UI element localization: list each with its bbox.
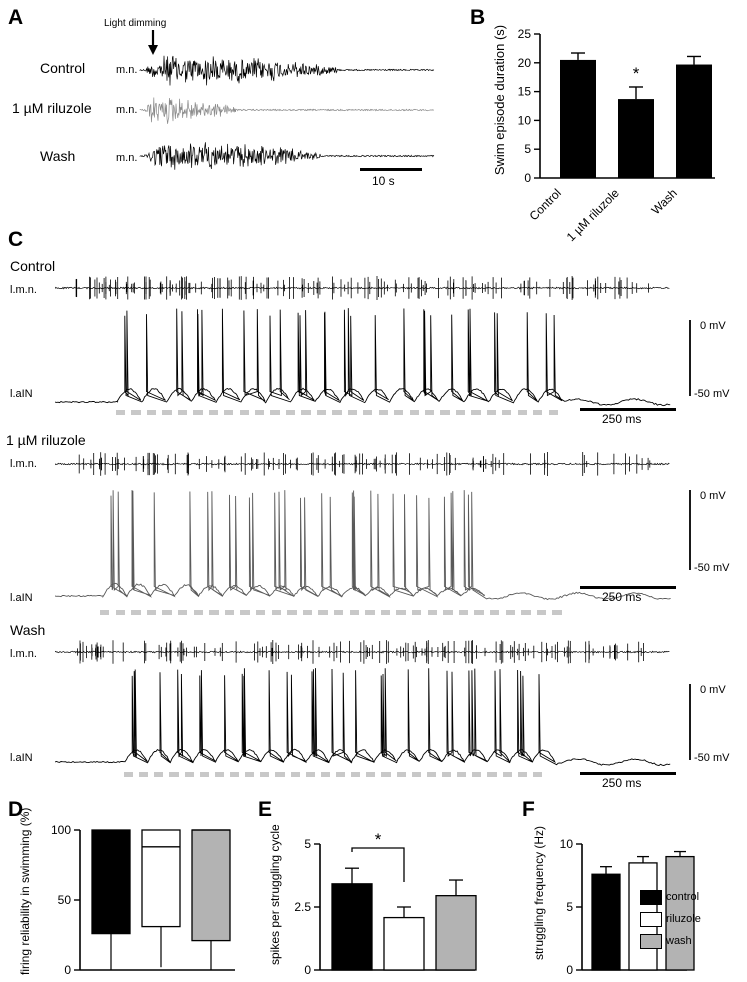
dash-marker: [169, 772, 178, 777]
panel-c-vtop-control: 0 mV: [700, 320, 726, 332]
dash-marker: [147, 410, 156, 415]
dash-marker: [287, 610, 296, 615]
svg-text:0: 0: [64, 963, 71, 977]
dash-marker: [260, 772, 269, 777]
dash-marker: [440, 410, 449, 415]
dash-marker: [317, 410, 326, 415]
dash-marker: [459, 610, 468, 615]
dash-marker: [410, 410, 419, 415]
dash-marker: [487, 410, 496, 415]
svg-text:10: 10: [559, 837, 573, 851]
dash-marker: [162, 610, 171, 615]
panel-c-vbottom-riluzole: -50 mV: [694, 562, 730, 574]
panel-letter-b: B: [470, 6, 486, 29]
dash-marker: [412, 610, 421, 615]
panel-letter-f: F: [522, 798, 535, 821]
dash-marker: [154, 772, 163, 777]
panel-c-traces-wash: [55, 636, 680, 781]
svg-text:*: *: [632, 63, 640, 83]
dash-marker: [457, 772, 466, 777]
dash-marker: [116, 610, 125, 615]
svg-text:5: 5: [524, 142, 531, 157]
panel-b-category-1: 1 µM riluzole: [563, 186, 622, 245]
dash-marker: [366, 772, 375, 777]
panel-a-scalebar: [360, 168, 422, 171]
dash-marker: [230, 772, 239, 777]
panel-c-vbottom-wash: -50 mV: [694, 752, 730, 764]
dash-marker: [321, 772, 330, 777]
dash-marker: [425, 410, 434, 415]
dash-marker: [350, 610, 359, 615]
dash-marker: [306, 772, 315, 777]
dash-marker: [336, 772, 345, 777]
svg-text:5: 5: [566, 900, 573, 914]
legend-swatch-wash: [640, 934, 662, 949]
dash-marker: [537, 610, 546, 615]
panel-c-dash-markers-control: [116, 410, 564, 415]
panel-letter-c: C: [8, 228, 24, 251]
panel-c-mn-label-riluzole: l.m.n.: [10, 458, 37, 470]
svg-text:0: 0: [524, 171, 531, 185]
svg-text:0: 0: [304, 963, 311, 977]
dash-marker: [286, 410, 295, 415]
dash-marker: [209, 410, 218, 415]
panel-c-scalebar-wash: [580, 772, 676, 775]
dash-marker: [256, 610, 265, 615]
dash-marker: [348, 410, 357, 415]
panel-d-ylabel: firing reliability in swimming (%): [18, 807, 32, 975]
dash-marker: [178, 610, 187, 615]
panel-b-chart: [500, 28, 735, 188]
panel-a-trace-label-riluzole: 1 µM riluzole: [12, 100, 92, 116]
svg-text:5: 5: [304, 837, 311, 851]
legend-swatch-riluzole: [640, 912, 662, 927]
dash-marker: [245, 772, 254, 777]
dash-marker: [270, 410, 279, 415]
dash-marker: [162, 410, 171, 415]
dash-marker: [291, 772, 300, 777]
panel-b-category-0: Control: [526, 186, 564, 224]
dash-marker: [200, 772, 209, 777]
dash-marker: [379, 410, 388, 415]
panel-c-vtop-riluzole: 0 mV: [700, 490, 726, 502]
panel-c-dash-markers-wash: [124, 772, 548, 777]
panel-letter-e: E: [258, 798, 273, 821]
dash-marker: [533, 410, 542, 415]
panel-c-vbottom-control: -50 mV: [694, 388, 730, 400]
dash-marker: [427, 772, 436, 777]
dash-marker: [442, 772, 451, 777]
dash-marker: [381, 772, 390, 777]
dash-marker: [518, 410, 527, 415]
dash-marker: [365, 610, 374, 615]
dash-marker: [503, 772, 512, 777]
dash-marker: [240, 410, 249, 415]
dash-marker: [275, 772, 284, 777]
dash-marker: [394, 410, 403, 415]
svg-text:2.5: 2.5: [294, 900, 311, 914]
panel-c-traces-control: [55, 272, 680, 417]
dash-marker: [396, 610, 405, 615]
dash-marker: [332, 410, 341, 415]
panel-a-annotation: Light dimming: [104, 18, 167, 29]
dash-marker: [272, 610, 281, 615]
panel-b-ylabel: Swim episode duration (s): [492, 24, 507, 176]
svg-text:10: 10: [517, 113, 531, 128]
panel-c-in-label-wash: l.aIN: [10, 752, 33, 764]
dash-marker: [334, 610, 343, 615]
dash-marker: [397, 772, 406, 777]
panel-a-trace-label-control: Control: [40, 60, 86, 76]
dash-marker: [549, 410, 558, 415]
dash-marker: [185, 772, 194, 777]
dash-marker: [428, 610, 437, 615]
dash-marker: [518, 772, 527, 777]
panel-c-scale-label-riluzole: 250 ms: [602, 590, 642, 604]
legend-swatch-control: [640, 890, 662, 905]
panel-c-scalebar-riluzole: [580, 586, 676, 589]
legend-label-control: control: [666, 891, 700, 903]
dash-marker: [147, 610, 156, 615]
panel-c-mn-label-wash: l.m.n.: [10, 648, 37, 660]
panel-c-condition-wash: Wash: [10, 622, 46, 638]
dash-marker: [240, 610, 249, 615]
legend-label-riluzole: riluzole: [666, 913, 701, 925]
dash-marker: [456, 410, 465, 415]
dash-marker: [178, 410, 187, 415]
dash-marker: [193, 410, 202, 415]
svg-text:15: 15: [517, 84, 531, 99]
dash-marker: [209, 610, 218, 615]
panel-c-voltage-scale-control: [686, 318, 700, 398]
dash-marker: [490, 610, 499, 615]
dash-marker: [131, 610, 140, 615]
panel-d-chart: [40, 822, 245, 982]
svg-text:50: 50: [57, 893, 71, 907]
panel-letter-a: A: [8, 6, 24, 29]
dash-marker: [255, 410, 264, 415]
svg-text:0: 0: [566, 963, 573, 977]
panel-c-in-label-control: l.aIN: [10, 388, 33, 400]
dash-marker: [443, 610, 452, 615]
dash-marker: [194, 610, 203, 615]
dash-marker: [412, 772, 421, 777]
panel-c-dash-markers-riluzole: [100, 610, 568, 615]
dash-marker: [472, 772, 481, 777]
dash-marker: [318, 610, 327, 615]
dash-marker: [521, 610, 530, 615]
svg-text:100: 100: [50, 823, 71, 837]
panel-c-scalebar-control: [580, 408, 676, 411]
dash-marker: [502, 410, 511, 415]
dash-marker: [506, 610, 515, 615]
panel-a-trace-sub-control: m.n.: [116, 64, 138, 76]
panel-e-chart: [290, 822, 490, 982]
panel-c-mn-label-control: l.m.n.: [10, 284, 37, 296]
dash-marker: [100, 610, 109, 615]
panel-a-trace-sub-riluzole: m.n.: [116, 104, 138, 116]
panel-c-in-label-riluzole: l.aIN: [10, 592, 33, 604]
dash-marker: [225, 610, 234, 615]
legend-label-wash: wash: [666, 935, 692, 947]
dash-marker: [224, 410, 233, 415]
dash-marker: [124, 772, 133, 777]
dash-marker: [131, 410, 140, 415]
dash-marker: [215, 772, 224, 777]
panel-c-voltage-scale-riluzole: [686, 488, 700, 572]
panel-a-scale-label: 10 s: [372, 174, 395, 188]
svg-text:25: 25: [517, 28, 531, 41]
dash-marker: [301, 410, 310, 415]
dash-marker: [471, 410, 480, 415]
panel-b-category-2: Wash: [648, 186, 680, 218]
dash-marker: [303, 610, 312, 615]
panel-a-trace-label-wash: Wash: [40, 148, 76, 164]
panel-c-vtop-wash: 0 mV: [700, 684, 726, 696]
dash-marker: [351, 772, 360, 777]
panel-a-traces: [138, 48, 438, 188]
dash-marker: [363, 410, 372, 415]
panel-c-condition-riluzole: 1 µM riluzole: [6, 432, 86, 448]
dash-marker: [116, 410, 125, 415]
dash-marker: [139, 772, 148, 777]
panel-c-scale-label-control: 250 ms: [602, 412, 642, 426]
svg-text:*: *: [374, 830, 382, 849]
panel-c-scale-label-wash: 250 ms: [602, 776, 642, 790]
dash-marker: [381, 610, 390, 615]
panel-c-condition-control: Control: [10, 258, 56, 274]
panel-a-trace-sub-wash: m.n.: [116, 152, 138, 164]
dash-marker: [533, 772, 542, 777]
dash-marker: [474, 610, 483, 615]
panel-f-ylabel: struggling frequency (Hz): [532, 825, 546, 960]
svg-text:20: 20: [517, 55, 531, 70]
panel-e-ylabel: spikes per struggling cycle: [268, 824, 282, 965]
panel-letter-d: D: [8, 798, 24, 821]
panel-c-voltage-scale-wash: [686, 682, 700, 762]
dash-marker: [487, 772, 496, 777]
dash-marker: [552, 610, 561, 615]
